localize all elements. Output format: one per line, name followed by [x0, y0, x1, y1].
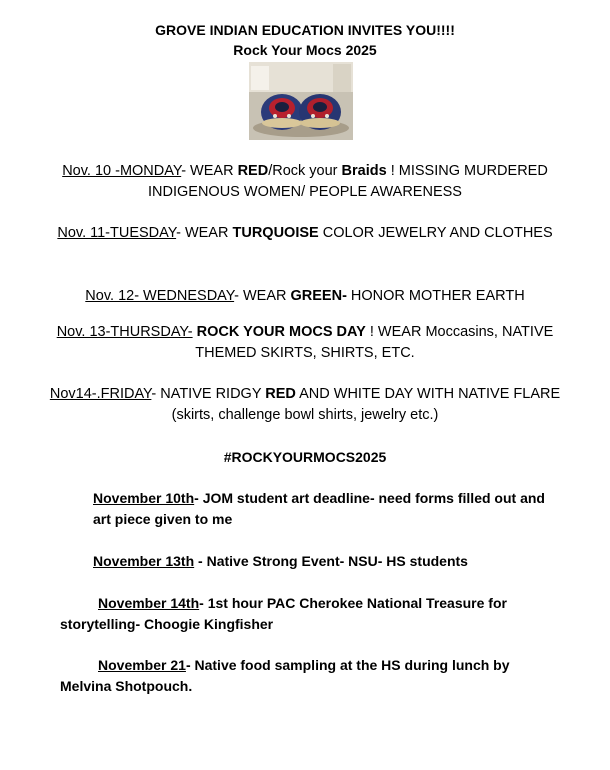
- day-friday: Nov14-.FRIDAY- NATIVE RIDGY RED AND WHITE DAY WITH NATIVE FLARE (skirts, challenge bowl shirts, jewelry etc.): [49, 386, 561, 423]
- event-text: - 1st hour PAC Cherokee National Treasure for storytelling- Choogie Kingfisher: [60, 595, 507, 632]
- day-thursday: Nov. 13-THURSDAY- ROCK YOUR MOCS DAY ! WEAR Moccasins, NATIVE THEMED SKIRTS, SHIRTS, ETC.: [56, 324, 554, 361]
- moccasins-photo: [249, 62, 353, 140]
- event-item: [60, 593, 560, 635]
- day-highlight: GREEN-: [290, 288, 347, 304]
- day-date: Nov. 11-TUESDAY: [57, 225, 177, 241]
- day-highlight: Braids: [341, 163, 387, 179]
- event-date: November 13th: [93, 553, 195, 569]
- event-text: - JOM student art deadline- need forms filled out and art piece given to me: [93, 490, 545, 527]
- day-date: Nov14-.FRIDAY: [49, 386, 152, 402]
- page-title: GROVE INDIAN EDUCATION INVITES YOU!!!!: [155, 22, 455, 38]
- day-monday: Nov. 10 -MONDAY- WEAR RED/Rock your Braids ! MISSING MURDERED INDIGENOUS WOMEN/ PEOPLE AWARENESS: [62, 163, 548, 200]
- event-item: [93, 488, 553, 530]
- hashtag: #ROCKYOURMOCS2025: [223, 449, 387, 465]
- event-date: November 14th: [98, 595, 200, 611]
- day-date: Nov. 12- WEDNESDAY: [85, 288, 235, 304]
- day-highlight: TURQUOISE: [232, 225, 319, 241]
- day-highlight: ROCK YOUR MOCS DAY: [192, 324, 366, 340]
- day-date: Nov. 10 -MONDAY: [62, 163, 182, 179]
- day-highlight: RED: [265, 386, 296, 402]
- event-date: November 21: [98, 657, 186, 673]
- event-item: [60, 655, 560, 697]
- event-text: - Native Strong Event- NSU- HS students: [194, 553, 468, 569]
- day-date: Nov. 13-THURSDAY-: [56, 324, 193, 340]
- event-text: - Native food sampling at the HS during lunch by Melvina Shotpouch.: [60, 657, 510, 694]
- day-tuesday: Nov. 11-TUESDAY- WEAR TURQUOISE COLOR JEWELRY AND CLOTHES: [57, 225, 553, 241]
- page-subtitle: Rock Your Mocs 2025: [233, 42, 377, 58]
- moccasins-image: [249, 62, 353, 140]
- event-item: [93, 551, 553, 572]
- day-highlight: RED: [237, 163, 269, 179]
- event-date: November 10th: [93, 490, 195, 506]
- day-wednesday: Nov. 12- WEDNESDAY- WEAR GREEN- HONOR MOTHER EARTH: [85, 288, 525, 304]
